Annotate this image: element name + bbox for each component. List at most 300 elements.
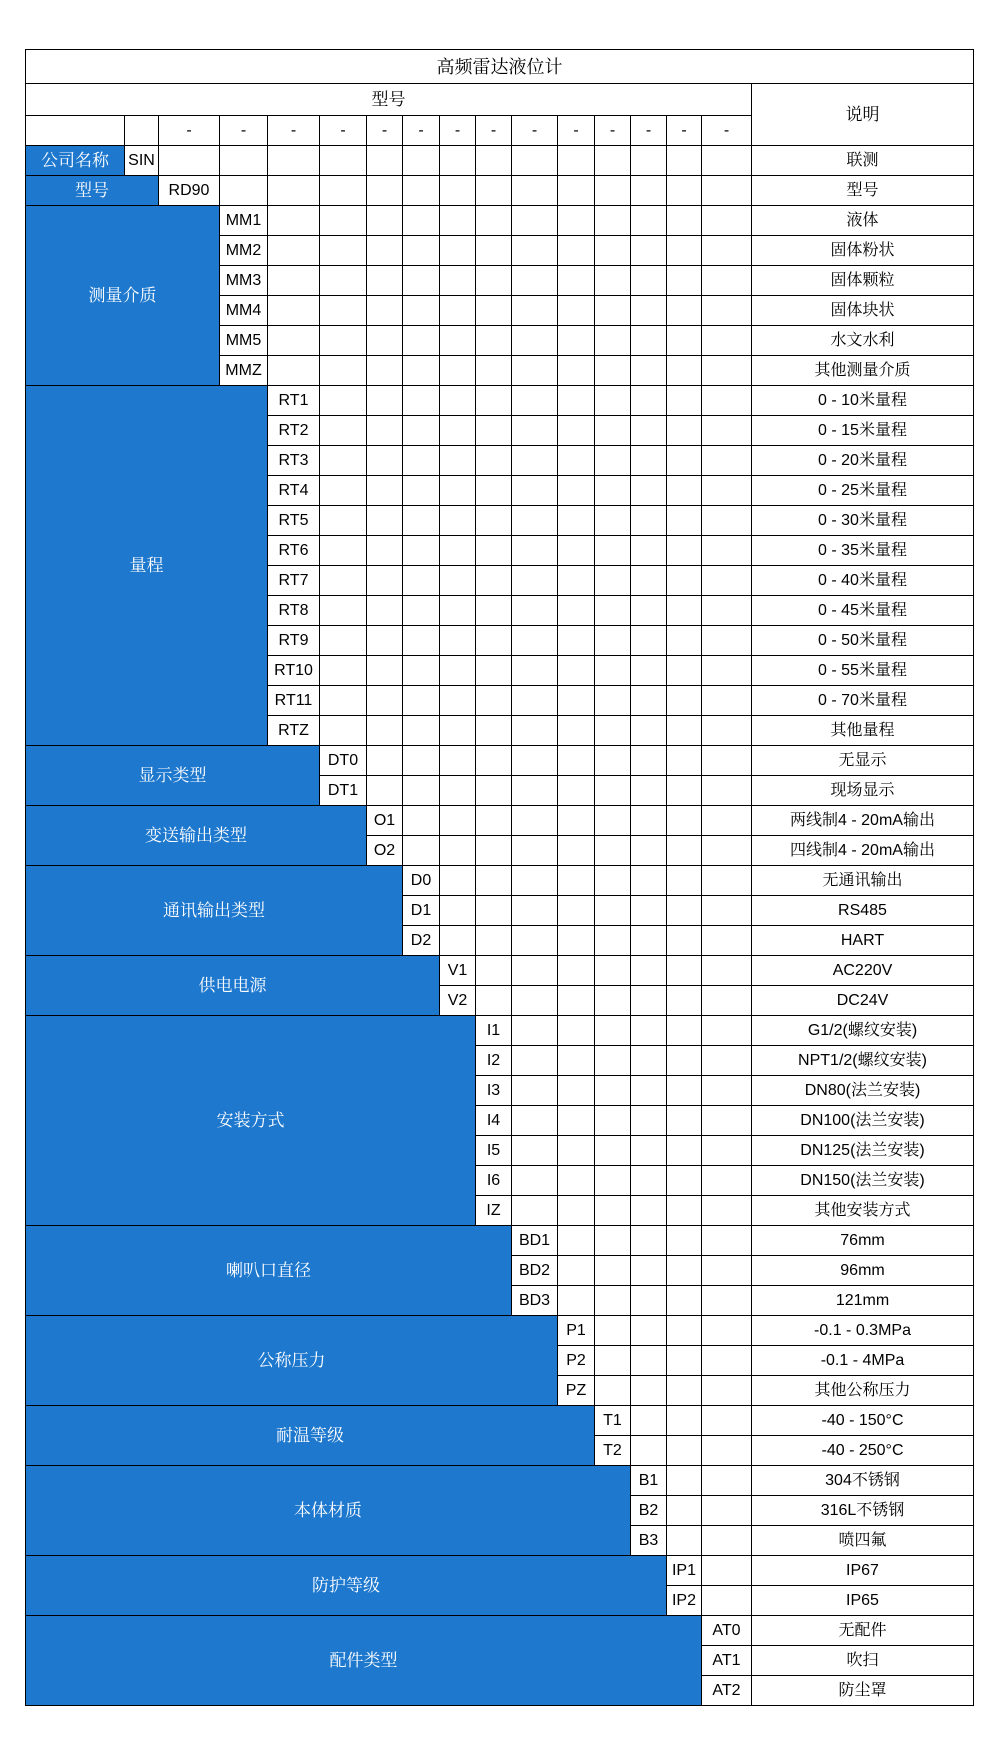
empty-code-cell — [512, 506, 557, 535]
empty-code-cell — [631, 1346, 666, 1375]
empty-code-cell — [476, 596, 511, 625]
empty-code-cell — [702, 176, 751, 205]
empty-code-cell — [320, 476, 366, 505]
empty-code-cell — [595, 146, 630, 175]
empty-code-cell — [702, 1106, 751, 1135]
model-header: 型号 — [26, 84, 751, 115]
empty-code-cell — [476, 806, 511, 835]
empty-code-cell — [320, 716, 366, 745]
empty-code-cell — [403, 686, 439, 715]
description-cell: 吹扫 — [752, 1646, 973, 1675]
empty-code-cell — [702, 146, 751, 175]
empty-code-cell — [702, 1466, 751, 1495]
code-cell: BD2 — [512, 1256, 557, 1285]
empty-code-cell — [440, 446, 475, 475]
empty-code-cell — [667, 1016, 701, 1045]
empty-code-cell — [631, 296, 666, 325]
empty-code-cell — [403, 806, 439, 835]
empty-code-cell — [702, 236, 751, 265]
code-cell: D1 — [403, 896, 439, 925]
empty-code-cell — [667, 446, 701, 475]
empty-code-cell — [631, 1256, 666, 1285]
empty-code-cell — [512, 926, 557, 955]
empty-code-cell — [558, 956, 594, 985]
code-separator-cell: - — [667, 116, 701, 145]
empty-code-cell — [403, 446, 439, 475]
empty-code-cell — [702, 1256, 751, 1285]
code-cell: RT2 — [268, 416, 319, 445]
empty-code-cell — [440, 776, 475, 805]
code-cell: RT6 — [268, 536, 319, 565]
empty-code-cell — [702, 1286, 751, 1315]
description-cell: -0.1 - 0.3MPa — [752, 1316, 973, 1345]
empty-code-cell — [512, 1016, 557, 1045]
empty-code-cell — [440, 566, 475, 595]
empty-code-cell — [320, 656, 366, 685]
empty-code-cell — [595, 1106, 630, 1135]
empty-code-cell — [595, 356, 630, 385]
empty-code-cell — [595, 1256, 630, 1285]
empty-code-cell — [440, 476, 475, 505]
empty-code-cell — [667, 506, 701, 535]
empty-code-cell — [512, 476, 557, 505]
empty-code-cell — [367, 506, 402, 535]
code-cell: MM5 — [220, 326, 267, 355]
empty-code-cell — [367, 776, 402, 805]
empty-code-cell — [702, 1586, 751, 1615]
category-cell: 显示类型 — [26, 746, 319, 805]
empty-code-cell — [440, 656, 475, 685]
category-cell: 公司名称 — [26, 146, 124, 175]
description-cell: 型号 — [752, 176, 973, 205]
empty-code-cell — [667, 1376, 701, 1405]
empty-code-cell — [631, 1136, 666, 1165]
empty-code-cell — [320, 626, 366, 655]
empty-code-cell — [631, 956, 666, 985]
description-cell: 0 - 30米量程 — [752, 506, 973, 535]
empty-code-cell — [320, 686, 366, 715]
description-cell: HART — [752, 926, 973, 955]
empty-code-cell — [667, 536, 701, 565]
table-title: 高频雷达液位计 — [26, 50, 973, 83]
empty-code-cell — [631, 1106, 666, 1135]
empty-code-cell — [702, 1166, 751, 1195]
empty-code-cell — [476, 716, 511, 745]
empty-code-cell — [631, 776, 666, 805]
empty-code-cell — [667, 1316, 701, 1345]
empty-code-cell — [595, 866, 630, 895]
category-cell: 安装方式 — [26, 1016, 475, 1225]
empty-code-cell — [702, 206, 751, 235]
code-cell: I2 — [476, 1046, 511, 1075]
empty-code-cell — [512, 146, 557, 175]
empty-code-cell — [595, 1076, 630, 1105]
empty-code-cell — [595, 626, 630, 655]
empty-code-cell — [558, 386, 594, 415]
empty-code-cell — [367, 566, 402, 595]
empty-code-cell — [440, 926, 475, 955]
empty-code-cell — [512, 296, 557, 325]
empty-code-cell — [268, 266, 319, 295]
empty-code-cell — [476, 926, 511, 955]
empty-code-cell — [512, 626, 557, 655]
code-cell: RT10 — [268, 656, 319, 685]
description-cell: DN125(法兰安装) — [752, 1136, 973, 1165]
code-cell: RT4 — [268, 476, 319, 505]
code-cell: D0 — [403, 866, 439, 895]
empty-code-cell — [702, 296, 751, 325]
empty-code-cell — [558, 776, 594, 805]
empty-code-cell — [667, 656, 701, 685]
code-cell: V1 — [440, 956, 475, 985]
empty-code-cell — [476, 626, 511, 655]
blank-cell — [125, 116, 158, 145]
empty-code-cell — [220, 176, 267, 205]
category-cell: 公称压力 — [26, 1316, 557, 1405]
empty-code-cell — [702, 776, 751, 805]
code-cell: I6 — [476, 1166, 511, 1195]
empty-code-cell — [367, 146, 402, 175]
code-cell: RT1 — [268, 386, 319, 415]
description-cell: 无通讯输出 — [752, 866, 973, 895]
empty-code-cell — [512, 536, 557, 565]
description-cell: 水文水利 — [752, 326, 973, 355]
empty-code-cell — [595, 536, 630, 565]
empty-code-cell — [702, 1076, 751, 1105]
empty-code-cell — [702, 1196, 751, 1225]
empty-code-cell — [268, 206, 319, 235]
empty-code-cell — [476, 686, 511, 715]
code-cell: D2 — [403, 926, 439, 955]
empty-code-cell — [667, 626, 701, 655]
description-cell: 现场显示 — [752, 776, 973, 805]
empty-code-cell — [320, 566, 366, 595]
description-cell: 固体块状 — [752, 296, 973, 325]
empty-code-cell — [440, 626, 475, 655]
description-cell: 0 - 70米量程 — [752, 686, 973, 715]
description-cell: 其他量程 — [752, 716, 973, 745]
code-cell: I1 — [476, 1016, 511, 1045]
description-cell: RS485 — [752, 896, 973, 925]
code-cell: P2 — [558, 1346, 594, 1375]
description-cell: -0.1 - 4MPa — [752, 1346, 973, 1375]
empty-code-cell — [440, 386, 475, 415]
code-cell: MMZ — [220, 356, 267, 385]
empty-code-cell — [667, 1496, 701, 1525]
empty-code-cell — [320, 356, 366, 385]
empty-code-cell — [403, 746, 439, 775]
description-cell: 96mm — [752, 1256, 973, 1285]
empty-code-cell — [403, 656, 439, 685]
empty-code-cell — [667, 176, 701, 205]
empty-code-cell — [440, 716, 475, 745]
empty-code-cell — [558, 926, 594, 955]
code-cell: PZ — [558, 1376, 594, 1405]
empty-code-cell — [512, 236, 557, 265]
empty-code-cell — [220, 146, 267, 175]
description-cell: IP67 — [752, 1556, 973, 1585]
empty-code-cell — [631, 326, 666, 355]
empty-code-cell — [558, 566, 594, 595]
empty-code-cell — [631, 1226, 666, 1255]
description-cell: DC24V — [752, 986, 973, 1015]
empty-code-cell — [667, 686, 701, 715]
code-cell: O1 — [367, 806, 402, 835]
empty-code-cell — [558, 626, 594, 655]
empty-code-cell — [702, 1316, 751, 1345]
empty-code-cell — [367, 236, 402, 265]
empty-code-cell — [595, 1316, 630, 1345]
empty-code-cell — [367, 176, 402, 205]
code-cell: DT0 — [320, 746, 366, 775]
empty-code-cell — [476, 776, 511, 805]
empty-code-cell — [440, 686, 475, 715]
description-cell: -40 - 150°C — [752, 1406, 973, 1435]
empty-code-cell — [320, 176, 366, 205]
empty-code-cell — [558, 806, 594, 835]
empty-code-cell — [667, 986, 701, 1015]
empty-code-cell — [440, 896, 475, 925]
description-cell: DN80(法兰安装) — [752, 1076, 973, 1105]
empty-code-cell — [631, 596, 666, 625]
empty-code-cell — [320, 146, 366, 175]
code-cell: IP2 — [667, 1586, 701, 1615]
empty-code-cell — [631, 806, 666, 835]
description-cell: 无配件 — [752, 1616, 973, 1645]
empty-code-cell — [558, 1046, 594, 1075]
description-cell: 液体 — [752, 206, 973, 235]
empty-code-cell — [320, 416, 366, 445]
empty-code-cell — [702, 356, 751, 385]
empty-code-cell — [595, 416, 630, 445]
empty-code-cell — [320, 506, 366, 535]
description-cell: 0 - 10米量程 — [752, 386, 973, 415]
empty-code-cell — [403, 716, 439, 745]
empty-code-cell — [558, 1196, 594, 1225]
empty-code-cell — [702, 626, 751, 655]
empty-code-cell — [512, 446, 557, 475]
empty-code-cell — [702, 656, 751, 685]
code-separator-cell: - — [220, 116, 267, 145]
empty-code-cell — [631, 416, 666, 445]
empty-code-cell — [631, 626, 666, 655]
code-cell: RT8 — [268, 596, 319, 625]
description-cell: 121mm — [752, 1286, 973, 1315]
empty-code-cell — [476, 446, 511, 475]
empty-code-cell — [667, 716, 701, 745]
empty-code-cell — [631, 1436, 666, 1465]
empty-code-cell — [702, 1346, 751, 1375]
empty-code-cell — [268, 296, 319, 325]
empty-code-cell — [440, 146, 475, 175]
empty-code-cell — [595, 266, 630, 295]
empty-code-cell — [631, 206, 666, 235]
empty-code-cell — [631, 536, 666, 565]
code-cell: I5 — [476, 1136, 511, 1165]
code-cell: O2 — [367, 836, 402, 865]
empty-code-cell — [595, 686, 630, 715]
empty-code-cell — [320, 266, 366, 295]
empty-code-cell — [558, 1256, 594, 1285]
empty-code-cell — [595, 236, 630, 265]
empty-code-cell — [595, 296, 630, 325]
description-header: 说明 — [752, 84, 973, 145]
empty-code-cell — [367, 326, 402, 355]
blank-cell — [26, 116, 124, 145]
empty-code-cell — [631, 266, 666, 295]
empty-code-cell — [512, 836, 557, 865]
empty-code-cell — [667, 1436, 701, 1465]
empty-code-cell — [702, 506, 751, 535]
empty-code-cell — [667, 566, 701, 595]
empty-code-cell — [631, 1046, 666, 1075]
empty-code-cell — [403, 626, 439, 655]
empty-code-cell — [631, 146, 666, 175]
empty-code-cell — [512, 1166, 557, 1195]
empty-code-cell — [631, 176, 666, 205]
code-separator-cell: - — [512, 116, 557, 145]
code-cell: P1 — [558, 1316, 594, 1345]
empty-code-cell — [476, 206, 511, 235]
empty-code-cell — [702, 716, 751, 745]
empty-code-cell — [631, 476, 666, 505]
description-cell: NPT1/2(螺纹安装) — [752, 1046, 973, 1075]
empty-code-cell — [631, 386, 666, 415]
empty-code-cell — [702, 926, 751, 955]
empty-code-cell — [476, 146, 511, 175]
code-separator-cell: - — [367, 116, 402, 145]
empty-code-cell — [558, 506, 594, 535]
empty-code-cell — [558, 356, 594, 385]
empty-code-cell — [667, 1046, 701, 1075]
empty-code-cell — [440, 416, 475, 445]
code-cell: T1 — [595, 1406, 630, 1435]
code-cell: BD1 — [512, 1226, 557, 1255]
empty-code-cell — [702, 1496, 751, 1525]
empty-code-cell — [440, 596, 475, 625]
category-cell: 供电电源 — [26, 956, 439, 1015]
empty-code-cell — [476, 356, 511, 385]
description-cell: DN100(法兰安装) — [752, 1106, 973, 1135]
description-cell: 76mm — [752, 1226, 973, 1255]
code-cell: I4 — [476, 1106, 511, 1135]
empty-code-cell — [512, 806, 557, 835]
empty-code-cell — [558, 1166, 594, 1195]
empty-code-cell — [367, 716, 402, 745]
empty-code-cell — [667, 746, 701, 775]
empty-code-cell — [702, 836, 751, 865]
empty-code-cell — [667, 146, 701, 175]
empty-code-cell — [476, 236, 511, 265]
empty-code-cell — [667, 836, 701, 865]
empty-code-cell — [476, 566, 511, 595]
category-cell: 型号 — [26, 176, 158, 205]
empty-code-cell — [667, 296, 701, 325]
empty-code-cell — [667, 596, 701, 625]
empty-code-cell — [595, 326, 630, 355]
empty-code-cell — [595, 746, 630, 775]
empty-code-cell — [320, 236, 366, 265]
empty-code-cell — [631, 1076, 666, 1105]
empty-code-cell — [512, 1196, 557, 1225]
empty-code-cell — [631, 506, 666, 535]
empty-code-cell — [476, 746, 511, 775]
empty-code-cell — [512, 1106, 557, 1135]
empty-code-cell — [367, 356, 402, 385]
code-separator-cell: - — [702, 116, 751, 145]
empty-code-cell — [595, 596, 630, 625]
category-cell: 测量介质 — [26, 206, 219, 385]
empty-code-cell — [440, 866, 475, 895]
empty-code-cell — [595, 476, 630, 505]
code-cell: MM3 — [220, 266, 267, 295]
empty-code-cell — [667, 866, 701, 895]
code-cell: AT0 — [702, 1616, 751, 1645]
description-cell: 两线制4 - 20mA输出 — [752, 806, 973, 835]
code-cell: B3 — [631, 1526, 666, 1555]
empty-code-cell — [667, 956, 701, 985]
empty-code-cell — [512, 1046, 557, 1075]
description-cell: 无显示 — [752, 746, 973, 775]
code-cell: RD90 — [159, 176, 219, 205]
empty-code-cell — [667, 356, 701, 385]
empty-code-cell — [558, 596, 594, 625]
empty-code-cell — [512, 416, 557, 445]
description-cell: AC220V — [752, 956, 973, 985]
empty-code-cell — [440, 176, 475, 205]
empty-code-cell — [367, 446, 402, 475]
empty-code-cell — [512, 956, 557, 985]
empty-code-cell — [702, 266, 751, 295]
empty-code-cell — [667, 1346, 701, 1375]
category-cell: 耐温等级 — [26, 1406, 594, 1465]
empty-code-cell — [476, 536, 511, 565]
empty-code-cell — [595, 1046, 630, 1075]
empty-code-cell — [558, 176, 594, 205]
empty-code-cell — [667, 1106, 701, 1135]
description-cell: 固体颗粒 — [752, 266, 973, 295]
empty-code-cell — [631, 1406, 666, 1435]
empty-code-cell — [367, 686, 402, 715]
empty-code-cell — [702, 326, 751, 355]
empty-code-cell — [268, 356, 319, 385]
empty-code-cell — [558, 1016, 594, 1045]
code-separator-cell: - — [631, 116, 666, 145]
empty-code-cell — [512, 986, 557, 1015]
empty-code-cell — [367, 266, 402, 295]
empty-code-cell — [440, 836, 475, 865]
description-cell: 其他公称压力 — [752, 1376, 973, 1405]
empty-code-cell — [595, 776, 630, 805]
code-cell: IP1 — [667, 1556, 701, 1585]
empty-code-cell — [558, 446, 594, 475]
empty-code-cell — [631, 566, 666, 595]
empty-code-cell — [512, 1136, 557, 1165]
empty-code-cell — [702, 1436, 751, 1465]
empty-code-cell — [367, 296, 402, 325]
empty-code-cell — [403, 536, 439, 565]
empty-code-cell — [320, 446, 366, 475]
empty-code-cell — [631, 986, 666, 1015]
empty-code-cell — [558, 1226, 594, 1255]
code-cell: RT5 — [268, 506, 319, 535]
code-cell: V2 — [440, 986, 475, 1015]
empty-code-cell — [702, 896, 751, 925]
category-cell: 量程 — [26, 386, 267, 745]
empty-code-cell — [702, 1406, 751, 1435]
empty-code-cell — [595, 506, 630, 535]
empty-code-cell — [440, 536, 475, 565]
